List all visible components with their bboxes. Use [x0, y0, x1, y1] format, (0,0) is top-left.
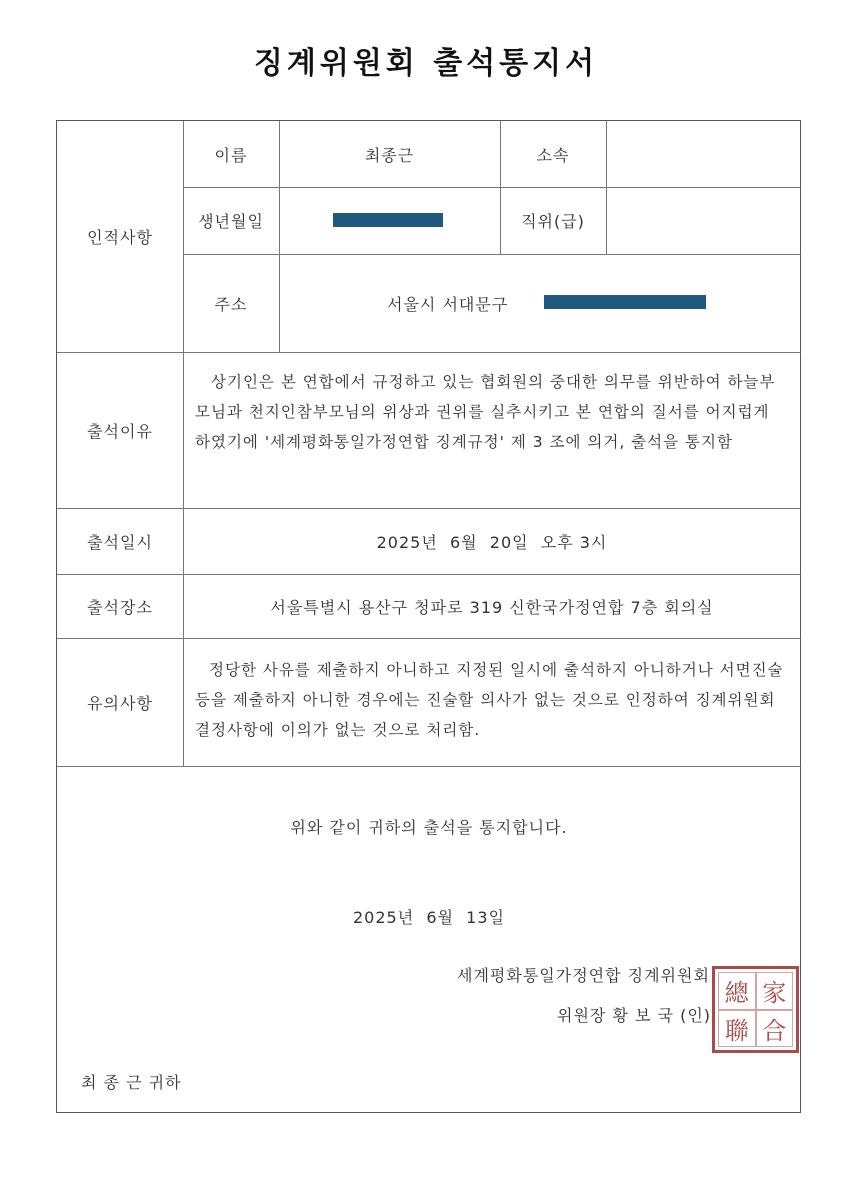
position-value: [606, 187, 801, 254]
attendance-place-value: 서울특별시 용산구 청파로 319 신한국가정연합 7층 회의실: [270, 597, 714, 617]
name-value: 최종근: [364, 145, 415, 165]
birthdate-label: 생년월일: [198, 212, 264, 231]
organization-name: 세계평화통일가정연합 징계위원회: [457, 965, 710, 985]
attendance-place-label: 출석장소: [87, 597, 153, 617]
seal-char: 總: [718, 972, 756, 1010]
seal-char: 家: [756, 972, 794, 1010]
chairman-name: 위원장 황 보 국 (인): [557, 1005, 712, 1025]
reason-label: 출석이유: [87, 421, 153, 441]
issue-date: 2025년 6월 13일: [353, 907, 505, 927]
official-seal: [712, 966, 799, 1053]
position-label: 직위(급): [521, 212, 585, 231]
addressee: 최 종 근 귀하: [81, 1072, 182, 1092]
attendance-date-label: 출석일시: [87, 532, 153, 552]
seal-char: 聯: [718, 1010, 756, 1048]
address-redaction: [544, 295, 706, 309]
notice-form: [56, 120, 801, 1113]
affiliation-label: 소속: [536, 145, 570, 165]
personal-info-label: 인적사항: [87, 228, 153, 247]
birthdate-redaction: [333, 213, 443, 227]
address-label: 주소: [214, 294, 248, 314]
closing-notice: 위와 같이 귀하의 출석을 통지합니다.: [290, 817, 568, 837]
address-value: 서울시 서대문구: [387, 294, 509, 314]
notes-text: 정당한 사유를 제출하지 아니하고 지정된 일시에 출석하지 아니하거나 서면진술 등을 제출하지 아니한 경우에는 진술할 의사가 없는 것으로 인정하여 징계위원회 결정사항에 이의가 없는 것으로 처리함.: [195, 661, 784, 739]
reason-text: 상기인은 본 연합에서 규정하고 있는 협회원의 중대한 의무를 위반하여 하늘부모님과 천지인참부모님의 위상과 권위를 실추시키고 본 연합의 질서를 어지럽게 하였기에 '세계평화통일가정연합 징계규정' 제 3 조에 의거, 출석을 통지함: [195, 373, 776, 451]
document-title: 징계위원회 출석통지서: [253, 46, 599, 81]
seal-char: 合: [756, 1010, 794, 1048]
name-label: 이름: [214, 145, 248, 165]
notes-label: 유의사항: [87, 693, 153, 713]
attendance-date-value: 2025년 6월 20일 오후 3시: [376, 532, 608, 552]
affiliation-value: [606, 121, 801, 187]
